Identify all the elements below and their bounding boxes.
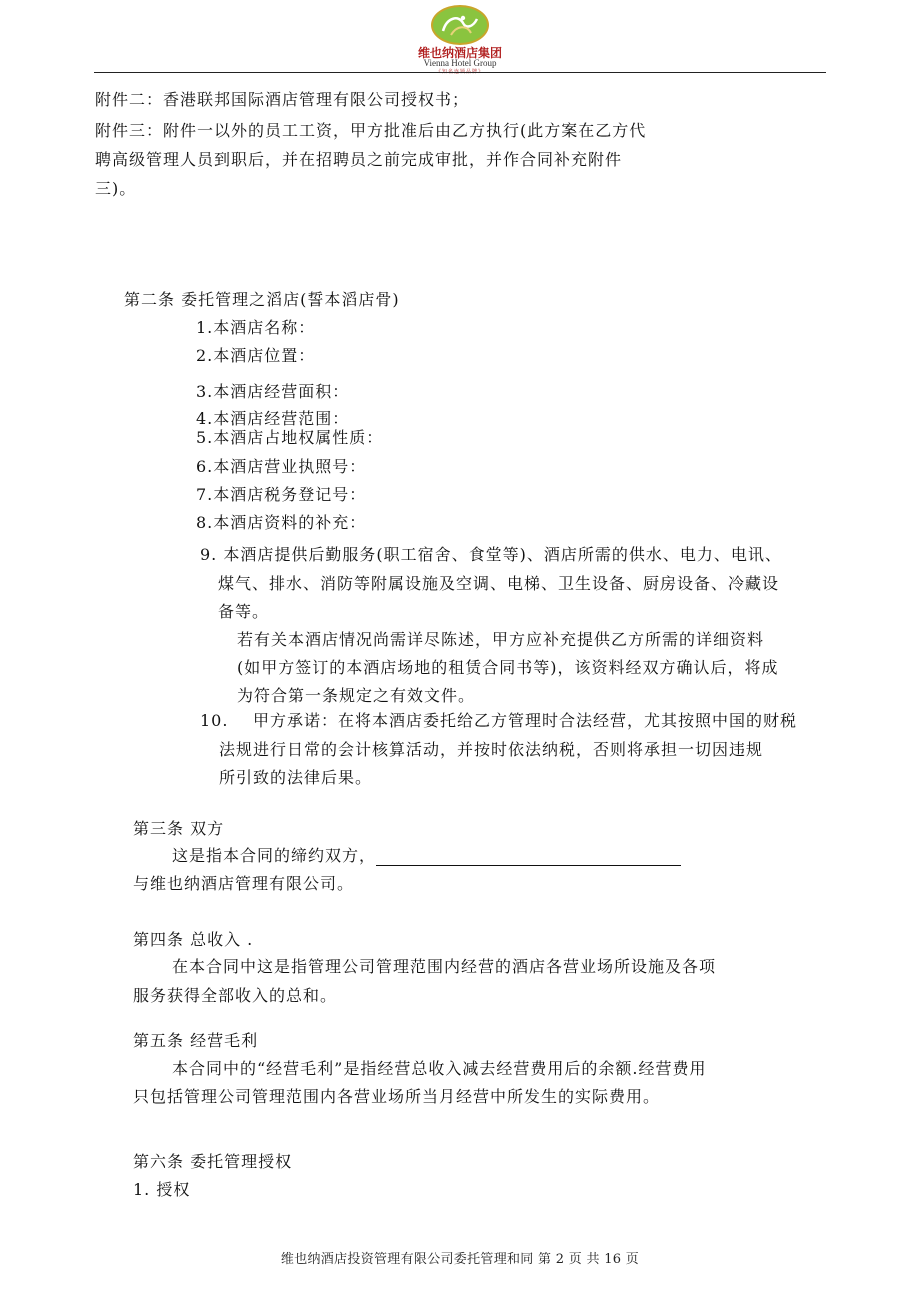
- article-4-line-2: 服务获得全部收入的总和。: [133, 986, 338, 1005]
- header-divider: [94, 72, 826, 73]
- article-3-line-1-text: 这是指本合同的缔约双方，: [172, 846, 377, 865]
- article-2-item-9-line-1: 9. 本酒店提供后勤服务(职工宿舍、食堂等)、酒店所需的供水、电力、电讯、: [200, 545, 782, 564]
- article-3-title: 第三条 双方: [133, 819, 225, 838]
- article-2-note-line-1: 若有关本酒店情况尚需详尽陈述，甲方应补充提供乙方所需的详细资料: [237, 630, 765, 649]
- article-2-item-5: 5.本酒店占地权属性质：: [196, 428, 384, 447]
- article-2-note-line-2: (如甲方签订的本酒店场地的租赁合同书等)，该资料经双方确认后，将成: [237, 658, 779, 677]
- article-4-title: 第四条 总收入 .: [133, 930, 254, 949]
- party-name-blank: [376, 850, 681, 866]
- annex-3-line-1: 附件三：附件一以外的员工工资，甲方批准后由乙方执行(此方案在乙方代: [95, 121, 647, 140]
- article-2-item-10-number: 10.: [200, 711, 229, 730]
- brand-name-en: Vienna Hotel Group: [423, 58, 497, 68]
- article-2-item-6: 6.本酒店营业执照号：: [196, 457, 367, 476]
- article-2-item-1: 1.本酒店名称：: [196, 318, 316, 337]
- article-6-item-1: 1. 授权: [133, 1180, 191, 1199]
- article-2-note-line-3: 为符合第一条规定之有效文件。: [237, 686, 476, 705]
- article-2-item-7: 7.本酒店税务登记号：: [196, 485, 367, 504]
- article-2-item-10-line-3: 所引致的法律后果。: [219, 768, 373, 787]
- brand-name-cn: 维也纳酒店集团: [417, 46, 502, 60]
- article-3-line-1: [172, 846, 681, 866]
- article-2-item-2: 2.本酒店位置：: [196, 346, 316, 365]
- article-5-line-1: 本合同中的“经营毛利”是指经营总收入减去经营费用后的余额.经营费用: [172, 1059, 707, 1078]
- article-2-item-9-line-3: 备等。: [218, 602, 270, 621]
- annex-2-line: 附件二：香港联邦国际酒店管理有限公司授权书；: [95, 90, 470, 109]
- article-5-line-2: 只包括管理公司管理范围内各营业场所当月经营中所发生的实际费用。: [133, 1087, 661, 1106]
- annex-3-line-2: 聘高级管理人员到职后，并在招聘员之前完成审批，并作合同补充附件: [95, 150, 623, 169]
- article-3-line-2: 与维也纳酒店管理有限公司。: [133, 874, 355, 893]
- article-2-item-10-line-1: 甲方承诺：在将本酒店委托给乙方管理时合法经营，尤其按照中国的财税: [253, 711, 798, 730]
- article-2-item-4: 4.本酒店经营范围：: [196, 409, 350, 428]
- article-2-item-9-line-2: 煤气、排水、消防等附属设施及空调、电梯、卫生设备、厨房设备、冷藏设: [218, 574, 780, 593]
- page-footer: 维也纳酒店投资管理有限公司委托管理和同 第 2 页 共 16 页: [280, 1252, 640, 1267]
- article-4-line-1: 在本合同中这是指管理公司管理范围内经营的酒店各营业场所设施及各项: [172, 957, 717, 976]
- article-2-item-8: 8.本酒店资料的补充：: [196, 513, 367, 532]
- annex-3-line-3: 三)。: [95, 179, 137, 198]
- article-6-title: 第六条 委托管理授权: [133, 1152, 293, 1171]
- article-2-item-10-line-2: 法规进行日常的会计核算活动，并按时依法纳税，否则将承担一切因违规: [219, 740, 764, 759]
- article-5-title: 第五条 经营毛利: [133, 1031, 259, 1050]
- vienna-hotel-logo-icon: [431, 5, 489, 45]
- article-2-item-3: 3.本酒店经营面积：: [196, 382, 350, 401]
- article-2-title: 第二条 委托管理之滔店(誓本滔店骨): [124, 290, 400, 309]
